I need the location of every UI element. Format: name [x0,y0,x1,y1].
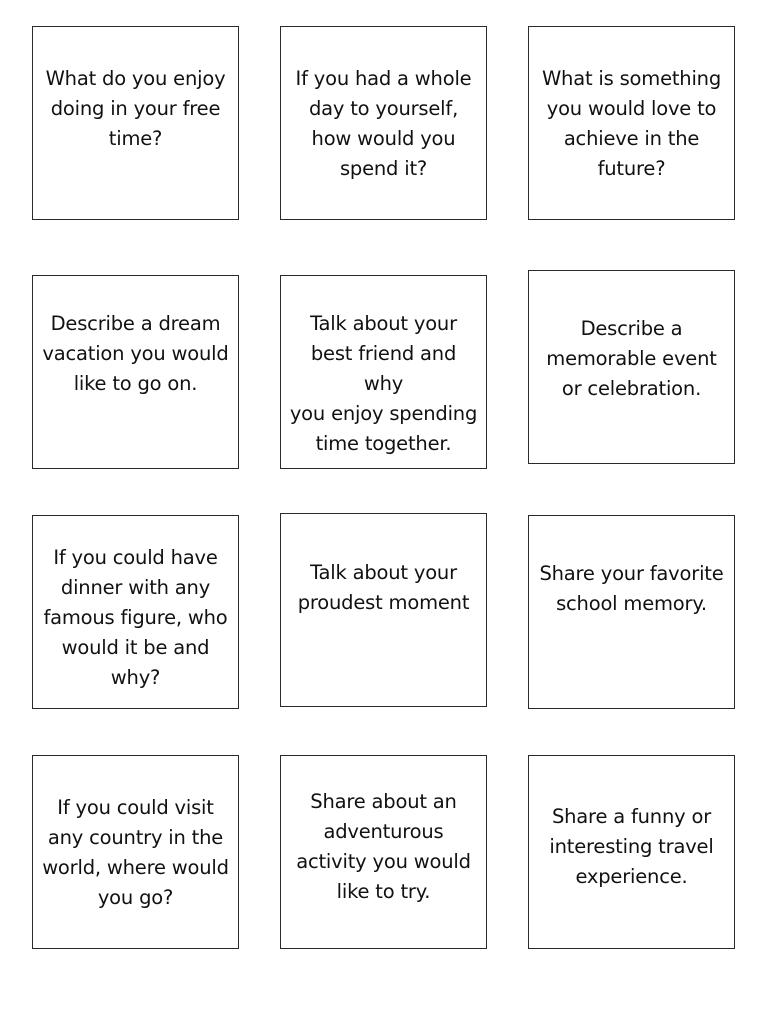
card-text: If you could visit any country in the world, where would you go? [42,796,229,909]
question-card-famous-dinner [32,515,239,709]
question-card-visit-country [32,755,239,949]
question-card-whole-day [280,26,487,220]
question-card-school-memory [528,515,735,709]
question-card-achieve-future [528,26,735,220]
question-card-adventurous-activity [280,755,487,949]
question-card-free-time [32,26,239,220]
question-card-memorable-event [528,270,735,464]
card-text: Describe a dream vacation you would like to go on. [42,312,229,395]
card-text: Talk about your proudest moment [297,561,470,614]
card-text: Describe a memorable event or celebration. [546,317,717,400]
card-text: If you had a whole day to yourself, how would you spend it? [295,67,472,180]
card-text: What do you enjoy doing in your free time? [45,67,226,150]
card-text: Share about an adventurous activity you would like to try. [296,790,471,903]
card-text: Share your favorite school memory. [539,562,724,615]
card-text: Talk about your best friend and why you enjoy spending time together. [289,312,478,455]
question-card-best-friend [280,275,487,469]
card-text: If you could have dinner with any famous figure, who would it be and why? [43,546,228,689]
question-card-proudest-moment [280,513,487,707]
card-text: Share a funny or interesting travel experience. [549,805,714,888]
card-text: What is something you would love to achieve in the future? [541,67,722,180]
question-card-travel-experience [528,755,735,949]
question-card-dream-vacation [32,275,239,469]
